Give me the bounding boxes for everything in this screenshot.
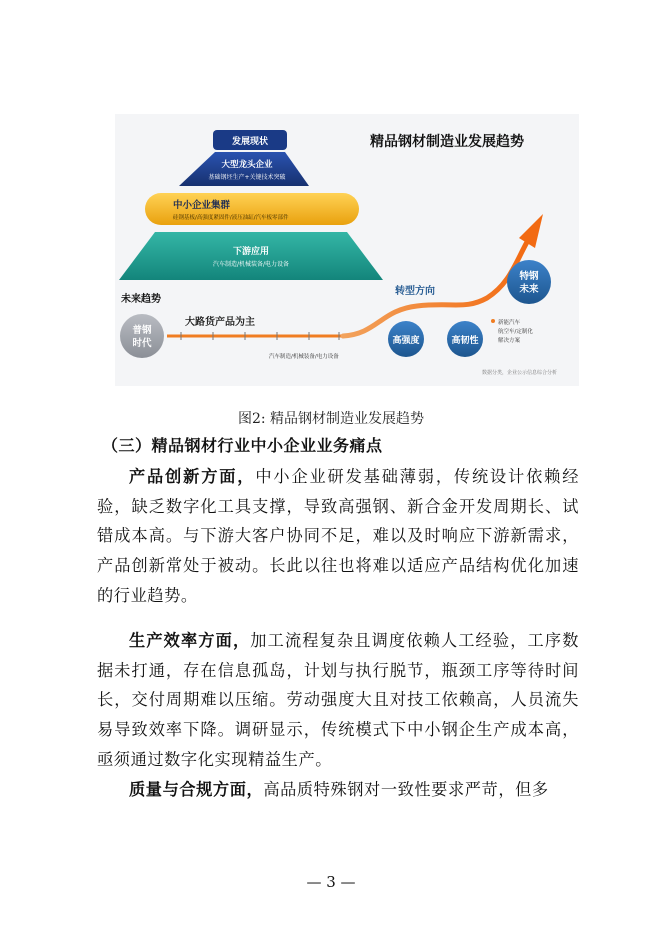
downstream-label: 汽车制造/机械装备/电力设备 xyxy=(269,354,339,360)
application-line1: 新能汽车 xyxy=(498,320,521,326)
paragraph-production-efficiency xyxy=(97,626,579,775)
trend-arrowhead xyxy=(519,214,543,248)
application-line3: 解决方案 xyxy=(498,338,521,344)
paragraph-text: 加工流程复杂且调度依赖人工经验，工序数据未打通，存在信息孤岛，计划与执行脱节，瓶颈工序等待时间长，交付周期难以压缩。劳动强度大且对技工依赖高，人员流失易导致效率下降。调研显示，传统模式下中小钢企生产成本高，亟须通过数字化实现精益生产。 xyxy=(97,631,579,769)
trend-figure xyxy=(115,114,579,386)
application-bullet xyxy=(491,319,495,323)
paragraph-text: 高品质特殊钢对一致性要求严苛，但多 xyxy=(263,780,549,799)
special-steel-line2: 未来 xyxy=(519,284,539,295)
paragraph-text: 中小企业研发基础薄弱，传统设计依赖经验，缺乏数字化工具支撑，导致高强钢、新合金开发周期长、试错成本高。与下游大客户协同不足，难以及时响应下游新需求，产品创新常处于被动。长此以往也将难以适应产品结构优化加速的行业趋势。 xyxy=(97,467,579,605)
bulk-products-label: 大路货产品为主 xyxy=(185,317,255,328)
tier2-title: 中小企业集群 xyxy=(173,200,231,211)
special-steel-circle xyxy=(507,260,551,304)
turn-direction-label: 转型方向 xyxy=(395,286,435,297)
paragraph-quality-compliance xyxy=(97,775,579,805)
section-heading: （三）精品钢材行业中小企业业务痛点 xyxy=(102,436,383,455)
tier3-subtitle: 汽车制造/机械装备/电力设备 xyxy=(212,261,290,268)
trend-diagram xyxy=(115,114,579,386)
application-line2: 航空车/定制化 xyxy=(498,329,533,335)
tier3-title: 下游应用 xyxy=(232,247,270,257)
paragraph-lead: 生产效率方面， xyxy=(129,631,251,650)
ordinary-steel-line2: 时代 xyxy=(132,338,152,349)
paragraph-lead: 质量与合规方面， xyxy=(129,780,264,799)
future-label: 未来趋势 xyxy=(121,294,161,305)
bubble-toughness-label: 高韧性 xyxy=(451,336,479,346)
paragraph-lead: 产品创新方面， xyxy=(129,467,256,486)
figure-title: 精品钢材制造业发展趋势 xyxy=(370,134,524,150)
tier2-subtitle: 硅钢基板/高强度紧固件/液压油缸/汽车板零部件 xyxy=(173,215,289,221)
special-steel-line1: 特钢 xyxy=(519,271,539,282)
paragraph-product-innovation xyxy=(97,462,579,611)
ordinary-steel-line1: 普钢 xyxy=(132,325,152,336)
bubble-strength-label: 高强度 xyxy=(392,336,420,346)
page-number: — 3 — xyxy=(306,873,356,891)
pyramid-top-label: 发展现状 xyxy=(231,137,269,147)
source-note: 数据分类，企业公示信息综合分析 xyxy=(481,370,557,376)
ordinary-steel-circle xyxy=(120,314,164,358)
figure-caption: 图2: 精品钢材制造业发展趋势 xyxy=(237,411,425,427)
tier1-title: 大型龙头企业 xyxy=(221,160,273,170)
tier1-subtitle: 基础钢坯生产+关键技术突破 xyxy=(208,174,286,181)
